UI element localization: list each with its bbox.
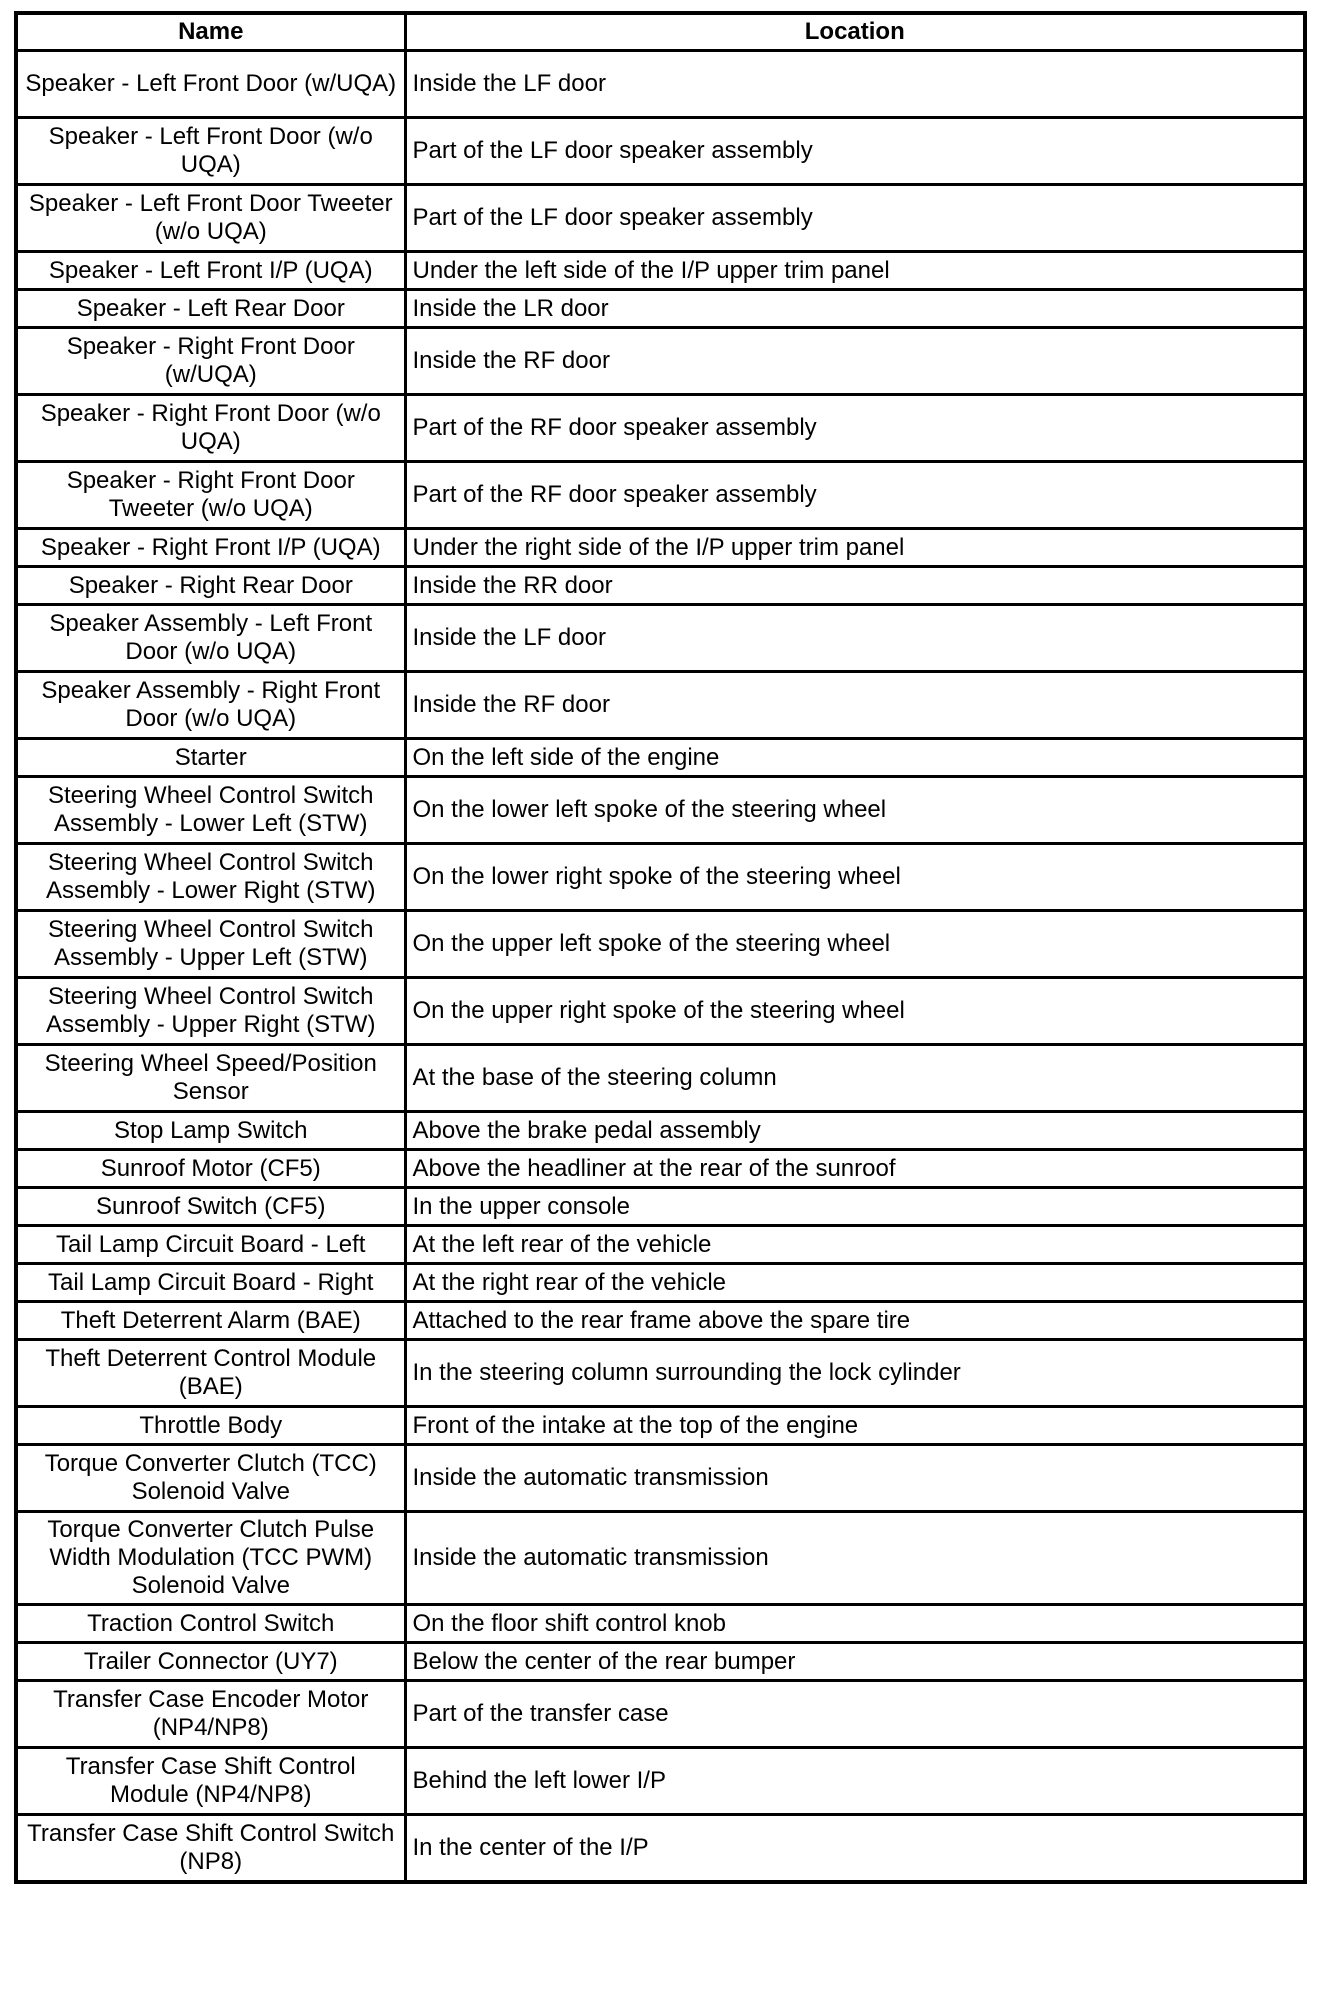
table-row (16, 185, 1305, 252)
component-name-cell: Speaker - Right Front I/P (UQA) (16, 529, 405, 567)
component-name-cell: Steering Wheel Control Switch Assembly - Upper Left (STW) (16, 911, 405, 978)
component-location-cell: In the upper console (405, 1188, 1305, 1226)
table-row (16, 118, 1305, 185)
component-location-cell: Behind the left lower I/P (405, 1748, 1305, 1815)
component-name-cell: Sunroof Motor (CF5) (16, 1150, 405, 1188)
component-name-cell: Traction Control Switch (16, 1605, 405, 1643)
table-row (16, 1264, 1305, 1302)
component-location-cell: Part of the RF door speaker assembly (405, 395, 1305, 462)
component-location-cell: Under the right side of the I/P upper trim panel (405, 529, 1305, 567)
component-location-cell: Above the brake pedal assembly (405, 1112, 1305, 1150)
table-row (16, 978, 1305, 1045)
table-row (16, 567, 1305, 605)
component-location-cell: On the floor shift control knob (405, 1605, 1305, 1643)
table-row (16, 1815, 1305, 1883)
location-column-header: Location (405, 13, 1305, 51)
component-name-cell: Tail Lamp Circuit Board - Right (16, 1264, 405, 1302)
component-name-cell: Speaker - Left Rear Door (16, 290, 405, 328)
component-location-cell: Front of the intake at the top of the engine (405, 1407, 1305, 1445)
table-row (16, 1150, 1305, 1188)
component-location-cell: Inside the RF door (405, 672, 1305, 739)
component-name-cell: Torque Converter Clutch Pulse Width Modulation (TCC PWM) Solenoid Valve (16, 1512, 405, 1605)
component-location-cell: On the upper left spoke of the steering wheel (405, 911, 1305, 978)
component-name-cell: Speaker - Right Front Door (w/UQA) (16, 328, 405, 395)
table-row (16, 1302, 1305, 1340)
table-row (16, 462, 1305, 529)
name-column-header: Name (16, 13, 405, 51)
component-location-cell: Inside the RF door (405, 328, 1305, 395)
table-row (16, 605, 1305, 672)
component-name-cell: Speaker - Left Front I/P (UQA) (16, 252, 405, 290)
component-name-cell: Stop Lamp Switch (16, 1112, 405, 1150)
component-name-cell: Torque Converter Clutch (TCC) Solenoid Valve (16, 1445, 405, 1512)
table-row (16, 1681, 1305, 1748)
component-name-cell: Steering Wheel Control Switch Assembly - Upper Right (STW) (16, 978, 405, 1045)
component-location-cell: Below the center of the rear bumper (405, 1643, 1305, 1681)
component-name-cell: Speaker Assembly - Right Front Door (w/o UQA) (16, 672, 405, 739)
component-name-cell: Transfer Case Encoder Motor (NP4/NP8) (16, 1681, 405, 1748)
table-row (16, 328, 1305, 395)
table-row (16, 739, 1305, 777)
component-location-cell: At the base of the steering column (405, 1045, 1305, 1112)
component-name-cell: Starter (16, 739, 405, 777)
component-location-cell: Attached to the rear frame above the spare tire (405, 1302, 1305, 1340)
table-body (16, 51, 1305, 1883)
table-row (16, 1226, 1305, 1264)
component-name-cell: Theft Deterrent Control Module (BAE) (16, 1340, 405, 1407)
component-name-cell: Tail Lamp Circuit Board - Left (16, 1226, 405, 1264)
component-location-table (14, 11, 1307, 1884)
component-name-cell: Speaker - Left Front Door Tweeter (w/o UQA) (16, 185, 405, 252)
table-row (16, 1643, 1305, 1681)
component-location-cell: On the upper right spoke of the steering wheel (405, 978, 1305, 1045)
component-location-cell: Part of the transfer case (405, 1681, 1305, 1748)
table-row (16, 1407, 1305, 1445)
component-name-cell: Theft Deterrent Alarm (BAE) (16, 1302, 405, 1340)
component-name-cell: Speaker Assembly - Left Front Door (w/o UQA) (16, 605, 405, 672)
component-name-cell: Throttle Body (16, 1407, 405, 1445)
component-name-cell: Sunroof Switch (CF5) (16, 1188, 405, 1226)
component-location-cell: Under the left side of the I/P upper trim panel (405, 252, 1305, 290)
component-location-cell: In the steering column surrounding the lock cylinder (405, 1340, 1305, 1407)
table-row (16, 1512, 1305, 1605)
component-location-cell: Part of the RF door speaker assembly (405, 462, 1305, 529)
header-row (16, 13, 1305, 51)
component-name-cell: Speaker - Right Rear Door (16, 567, 405, 605)
component-location-cell: Above the headliner at the rear of the sunroof (405, 1150, 1305, 1188)
component-location-cell: In the center of the I/P (405, 1815, 1305, 1883)
component-name-cell: Speaker - Right Front Door Tweeter (w/o UQA) (16, 462, 405, 529)
table-row (16, 1605, 1305, 1643)
table-row (16, 844, 1305, 911)
table-row (16, 1340, 1305, 1407)
component-name-cell: Steering Wheel Control Switch Assembly - Lower Right (STW) (16, 844, 405, 911)
component-location-cell: Inside the automatic transmission (405, 1445, 1305, 1512)
component-name-cell: Speaker - Right Front Door (w/o UQA) (16, 395, 405, 462)
table-row (16, 911, 1305, 978)
table-row (16, 1748, 1305, 1815)
table-row (16, 1445, 1305, 1512)
table-row (16, 529, 1305, 567)
component-location-cell: Part of the LF door speaker assembly (405, 185, 1305, 252)
component-location-cell: Part of the LF door speaker assembly (405, 118, 1305, 185)
component-location-cell: Inside the RR door (405, 567, 1305, 605)
table-row (16, 51, 1305, 118)
table-row (16, 777, 1305, 844)
component-location-cell: Inside the LF door (405, 605, 1305, 672)
table-row (16, 1188, 1305, 1226)
component-name-cell: Steering Wheel Speed/Position Sensor (16, 1045, 405, 1112)
table-row (16, 290, 1305, 328)
table-row (16, 1045, 1305, 1112)
component-name-cell: Transfer Case Shift Control Module (NP4/NP8) (16, 1748, 405, 1815)
component-location-cell: On the left side of the engine (405, 739, 1305, 777)
component-location-cell: At the left rear of the vehicle (405, 1226, 1305, 1264)
component-name-cell: Speaker - Left Front Door (w/o UQA) (16, 118, 405, 185)
component-name-cell: Steering Wheel Control Switch Assembly - Lower Left (STW) (16, 777, 405, 844)
component-location-cell: Inside the LF door (405, 51, 1305, 118)
component-name-cell: Transfer Case Shift Control Switch (NP8) (16, 1815, 405, 1883)
component-location-cell: At the right rear of the vehicle (405, 1264, 1305, 1302)
component-location-cell: Inside the LR door (405, 290, 1305, 328)
component-location-cell: Inside the automatic transmission (405, 1512, 1305, 1605)
table-row (16, 1112, 1305, 1150)
component-location-cell: On the lower left spoke of the steering wheel (405, 777, 1305, 844)
table-row (16, 395, 1305, 462)
component-name-cell: Speaker - Left Front Door (w/UQA) (16, 51, 405, 118)
component-location-cell: On the lower right spoke of the steering wheel (405, 844, 1305, 911)
table-row (16, 252, 1305, 290)
component-name-cell: Trailer Connector (UY7) (16, 1643, 405, 1681)
table-row (16, 672, 1305, 739)
